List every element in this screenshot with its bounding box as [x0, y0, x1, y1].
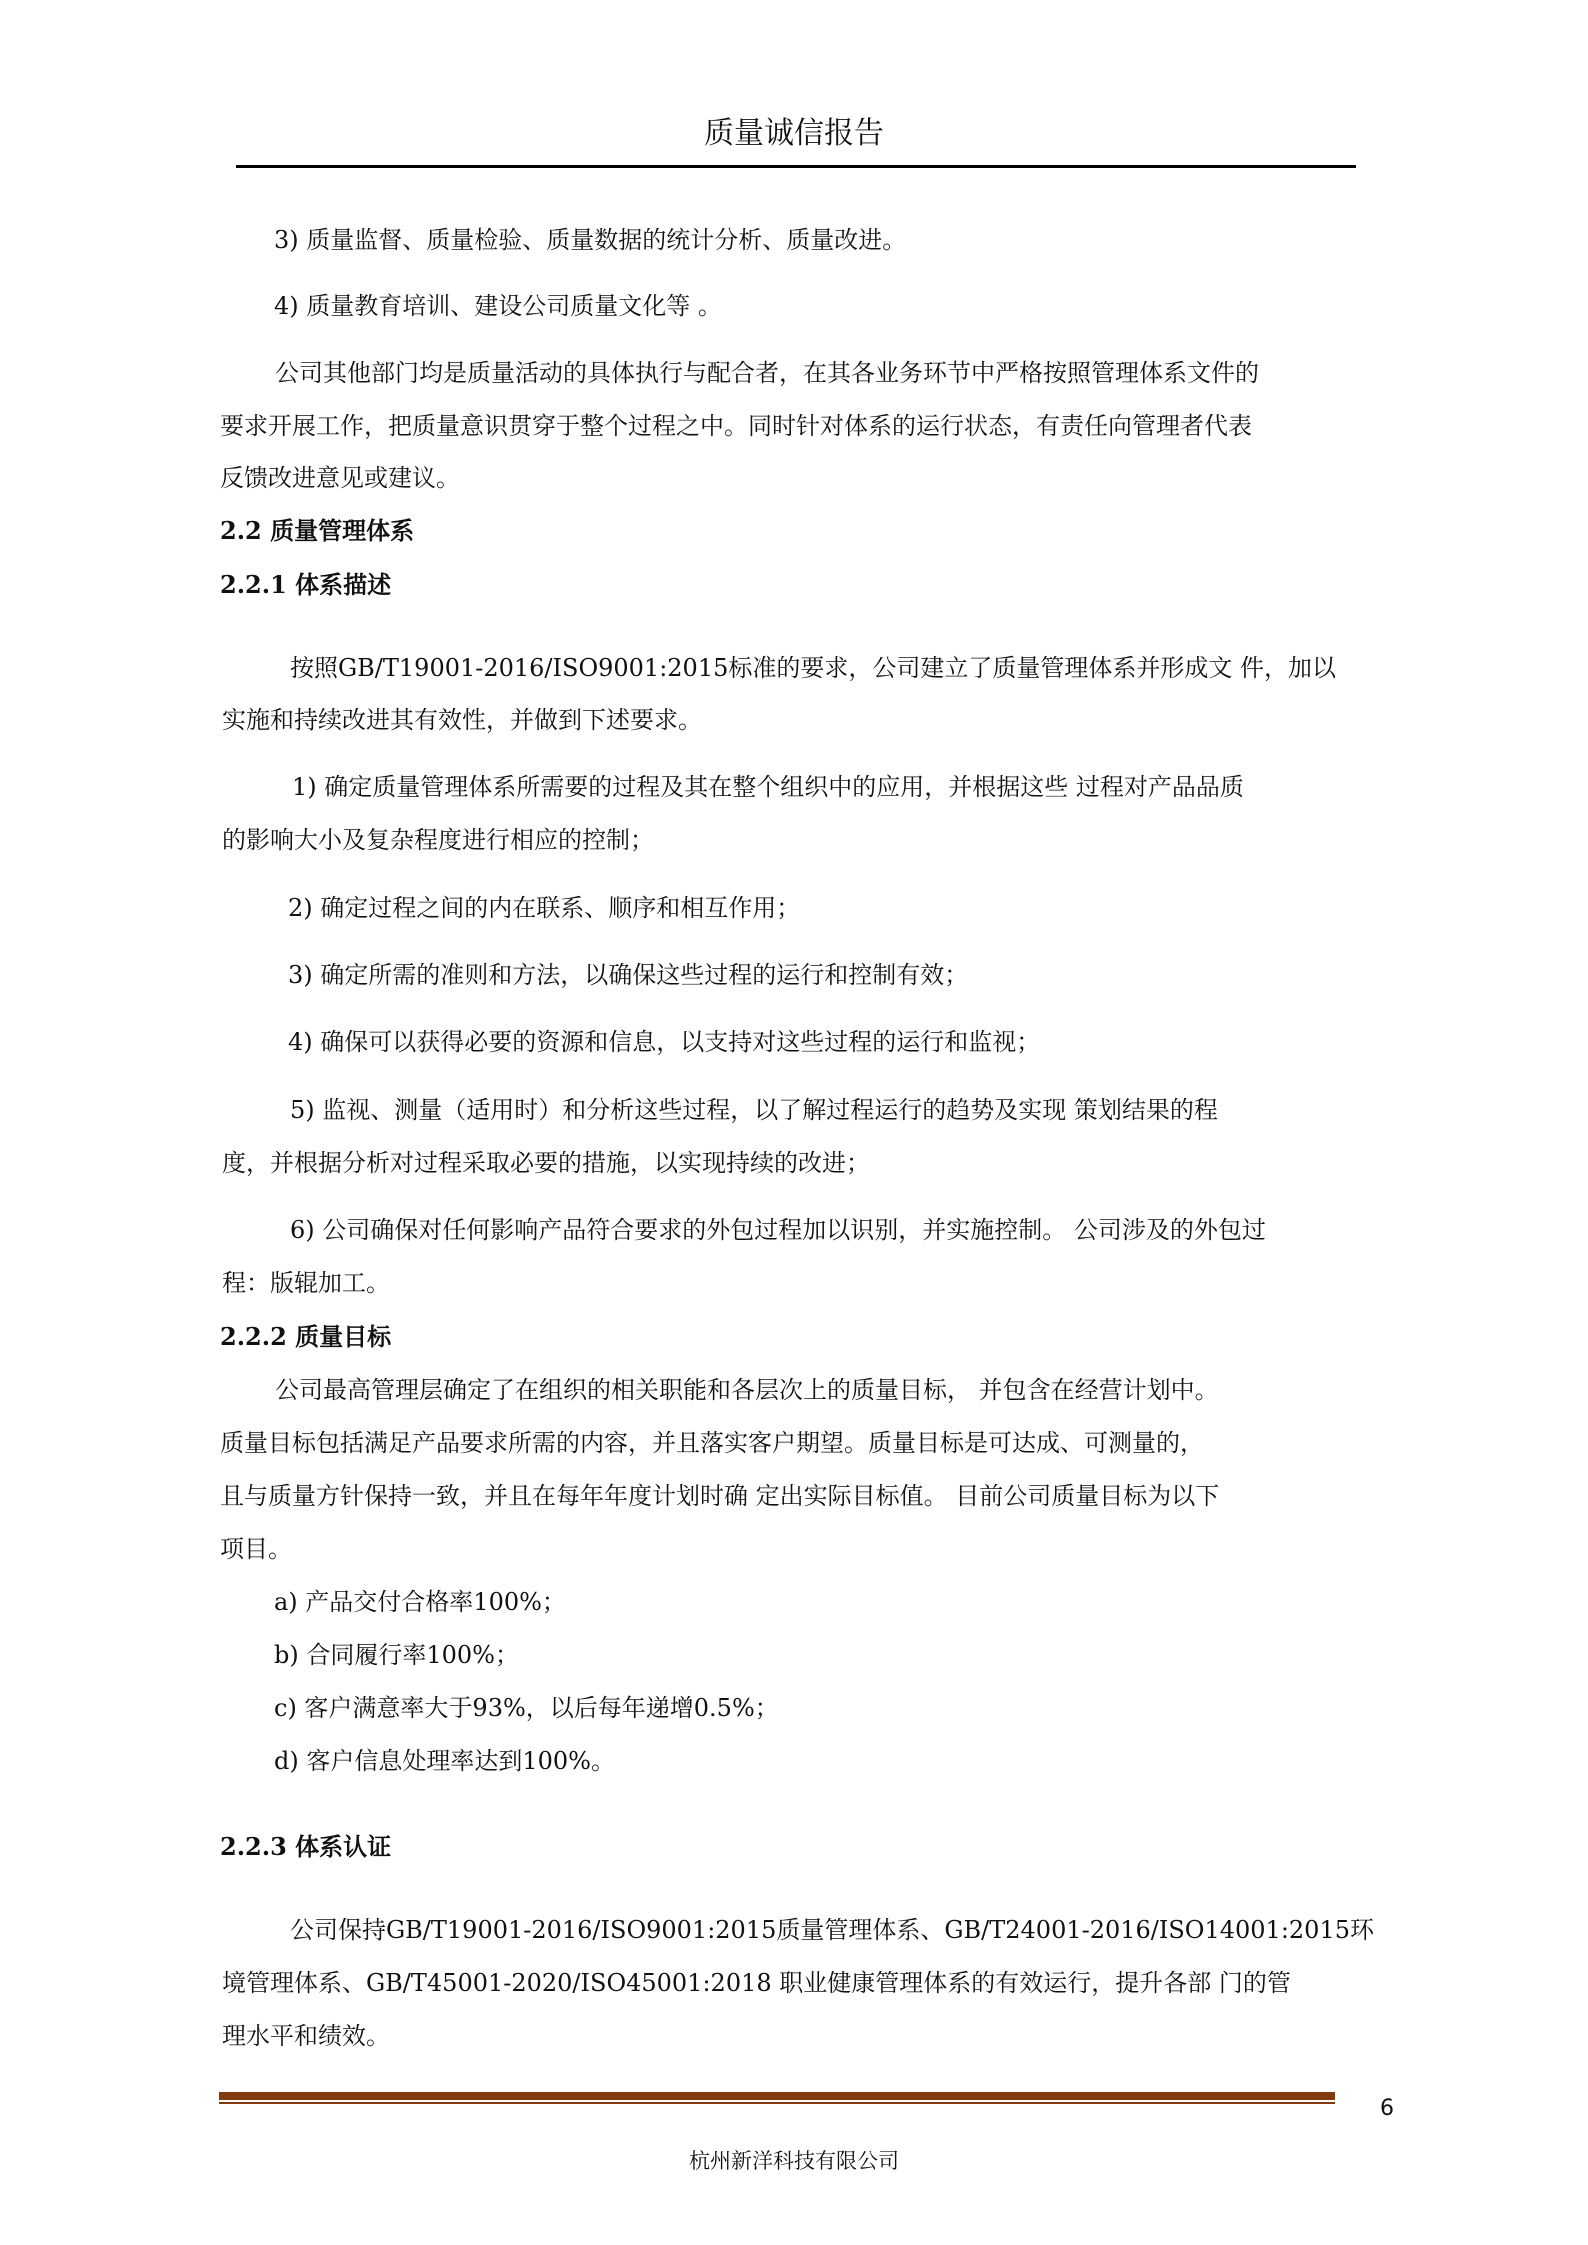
- footer-divider-thin: [219, 2102, 1335, 2104]
- objective-item-b: b) 合同履行率100%；: [274, 1641, 519, 1669]
- objective-item-d: d) 客户信息处理率达到100%。: [274, 1747, 615, 1775]
- paragraph-line: 公司其他部门均是质量活动的具体执行与配合者，在其各业务环节中严格按照管理体系文件的: [275, 359, 1259, 387]
- requirement-item-4: 4) 确保可以获得必要的资源和信息，以支持对这些过程的运行和监视；: [288, 1028, 1041, 1056]
- objective-item-a: a) 产品交付合格率100%；: [274, 1588, 566, 1616]
- objective-item-c: c) 客户满意率大于93%，以后每年递增0.5%；: [274, 1694, 779, 1722]
- header-divider: [236, 165, 1356, 168]
- requirement-item-6-cont: 程：版辊加工。: [222, 1269, 390, 1297]
- paragraph-line: 理水平和绩效。: [222, 2022, 390, 2050]
- paragraph-line: 实施和持续改进其有效性，并做到下述要求。: [222, 706, 702, 734]
- section-heading-2-2-3: 2.2.3 体系认证: [220, 1832, 392, 1861]
- paragraph-line: 境管理体系、GB/T45001-2020/ISO45001:2018 职业健康管理体系的有效运行，提升各部 门的管: [222, 1969, 1291, 1997]
- requirement-item-1-cont: 的影响大小及复杂程度进行相应的控制；: [222, 826, 654, 854]
- paragraph-line: 项目。: [220, 1535, 292, 1563]
- paragraph-line: 要求开展工作，把质量意识贯穿于整个过程之中。同时针对体系的运行状态，有责任向管理者代表: [220, 412, 1252, 440]
- page-number: 6: [1380, 2096, 1394, 2121]
- paragraph-line: 质量目标包括满足产品要求所需的内容，并且落实客户期望。质量目标是可达成、可测量的，: [220, 1429, 1204, 1457]
- requirement-item-5: 5) 监视、测量（适用时）和分析这些过程，以了解过程运行的趋势及实现 策划结果的程: [290, 1096, 1218, 1124]
- requirement-item-5-cont: 度，并根据分析对过程采取必要的措施，以实现持续的改进；: [222, 1149, 870, 1177]
- requirement-item-2: 2) 确定过程之间的内在联系、顺序和相互作用；: [288, 894, 801, 922]
- requirement-item-3: 3) 确定所需的准则和方法，以确保这些过程的运行和控制有效；: [288, 961, 969, 989]
- footer-company-name: 杭州新洋科技有限公司: [689, 2149, 899, 2173]
- paragraph-line: 且与质量方针保持一致，并且在每年年度计划时确 定出实际目标值。 目前公司质量目标为以下: [220, 1482, 1220, 1510]
- page-header-title: 质量诚信报告: [704, 116, 884, 151]
- duty-item-4: 4) 质量教育培训、建设公司质量文化等 。: [274, 292, 722, 320]
- duty-item-3: 3) 质量监督、质量检验、质量数据的统计分析、质量改进。: [274, 226, 907, 254]
- footer-divider-thick: [219, 2092, 1335, 2100]
- paragraph-line: 按照GB/T19001-2016/ISO9001:2015标准的要求，公司建立了质量管理体系并形成文 件，加以: [290, 654, 1336, 682]
- requirement-item-1: 1) 确定质量管理体系所需要的过程及其在整个组织中的应用，并根据这些 过程对产品品质: [292, 773, 1244, 801]
- paragraph-line: 反馈改进意见或建议。: [220, 464, 460, 492]
- section-heading-2-2: 2.2 质量管理体系: [220, 516, 415, 545]
- section-heading-2-2-1: 2.2.1 体系描述: [220, 570, 392, 599]
- paragraph-line: 公司最高管理层确定了在组织的相关职能和各层次上的质量目标， 并包含在经营计划中。: [275, 1376, 1219, 1404]
- paragraph-line: 公司保持GB/T19001-2016/ISO9001:2015质量管理体系、GB/T24001-2016/ISO14001:2015环: [290, 1916, 1374, 1944]
- requirement-item-6: 6) 公司确保对任何影响产品符合要求的外包过程加以识别，并实施控制。 公司涉及的外包过: [290, 1216, 1266, 1244]
- section-heading-2-2-2: 2.2.2 质量目标: [220, 1322, 392, 1351]
